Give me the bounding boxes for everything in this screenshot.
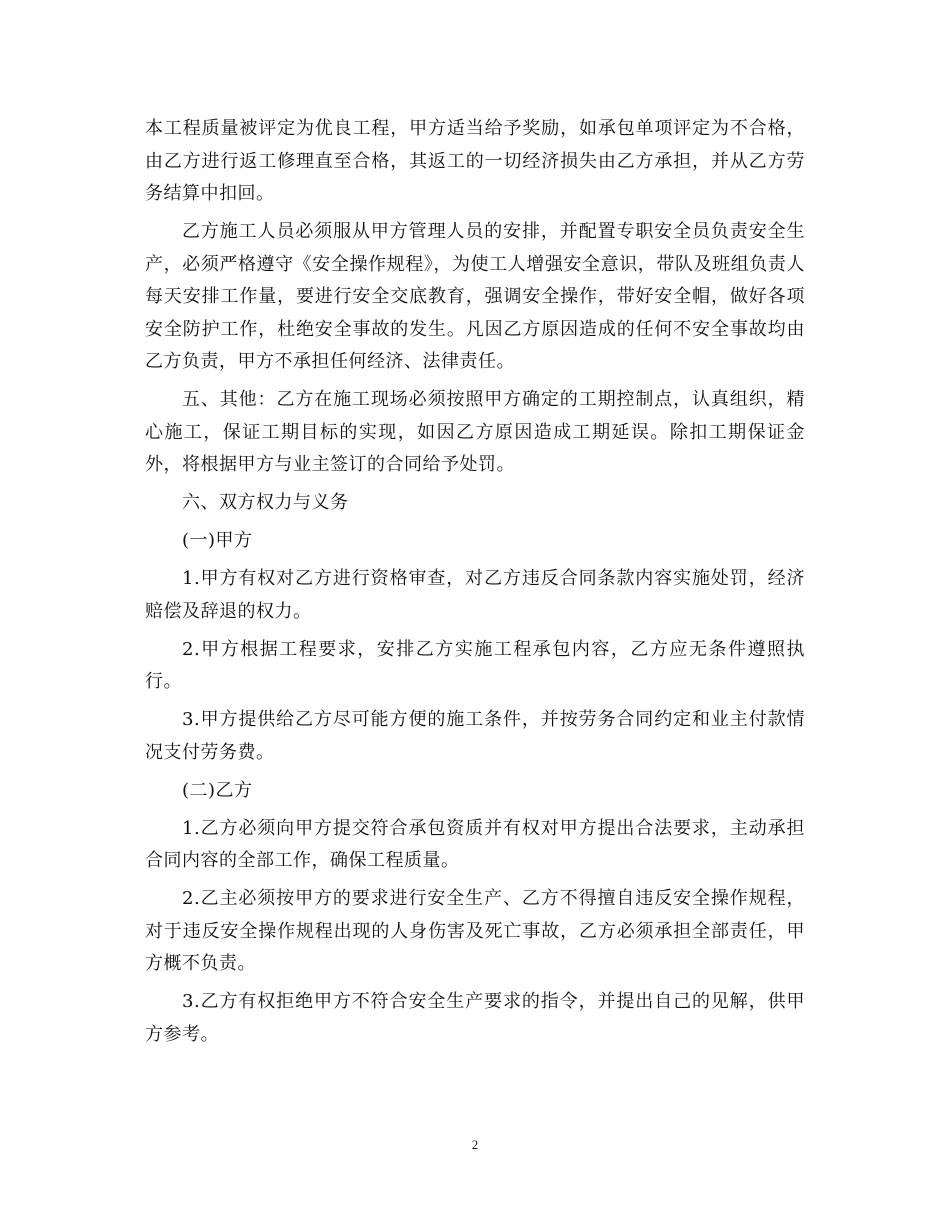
party-a-item-2: 2.甲方根据工程要求，安排乙方实施工程承包内容，乙方应无条件遵照执行。 [145, 638, 805, 692]
paragraph-section-five-other: 五、其他：乙方在施工现场必须按照甲方确定的工期控制点，认真组织，精心施工，保证工期目标的实现，如因乙方原因造成工期延误。除扣工期保证金外，将根据甲方与业主签订的合同给予处罚。 [145, 389, 805, 475]
subheading-party-b: (二)乙方 [182, 779, 253, 801]
page-number: 2 [471, 1137, 479, 1152]
heading-section-six: 六、双方权力与义务 [182, 492, 349, 513]
paragraph-quality-award: 本工程质量被评定为优良工程，甲方适当给予奖励，如承包单项评定为不合格，由乙方进行返工修理直至合格，其返工的一切经济损失由乙方承担，并从乙方劳务结算中扣回。 [145, 118, 805, 204]
paragraph-safety-rules: 乙方施工人员必须服从甲方管理人员的安排，并配置专职安全员负责安全生产，必须严格遵守《安全操作规程》，为使工人增强安全意识，带队及班组负责人每天安排工作量，要进行安全交底教育，强调安全操作，带好安全帽，做好各项安全防护工作，杜绝安全事故的发生。凡因乙方原因造成的任何不安全事故均由乙方负责，甲方不承担任何经济、法律责任。 [145, 221, 805, 372]
document-body [145, 113, 805, 1057]
party-b-item-2: 2.乙主必须按甲方的要求进行安全生产、乙方不得擅自违反安全操作规程，对于违反安全操作规程出现的人身伤害及死亡事故，乙方必须承担全部责任，甲方概不负责。 [145, 888, 805, 974]
party-a-item-3: 3.甲方提供给乙方尽可能方便的施工条件，并按劳务合同约定和业主付款情况支付劳务费。 [145, 709, 805, 763]
subheading-party-a: (一)甲方 [182, 530, 253, 551]
party-a-item-1: 1.甲方有权对乙方进行资格审查，对乙方违反合同条款内容实施处罚，经济赔偿及辞退的权力。 [145, 568, 805, 622]
party-b-item-3: 3.乙方有权拒绝甲方不符合安全生产要求的指令，并提出自己的见解，供甲方参考。 [145, 991, 805, 1045]
party-b-item-1: 1.乙方必须向甲方提交符合承包资质并有权对甲方提出合法要求，主动承担合同内容的全部工作，确保工程质量。 [145, 817, 805, 871]
